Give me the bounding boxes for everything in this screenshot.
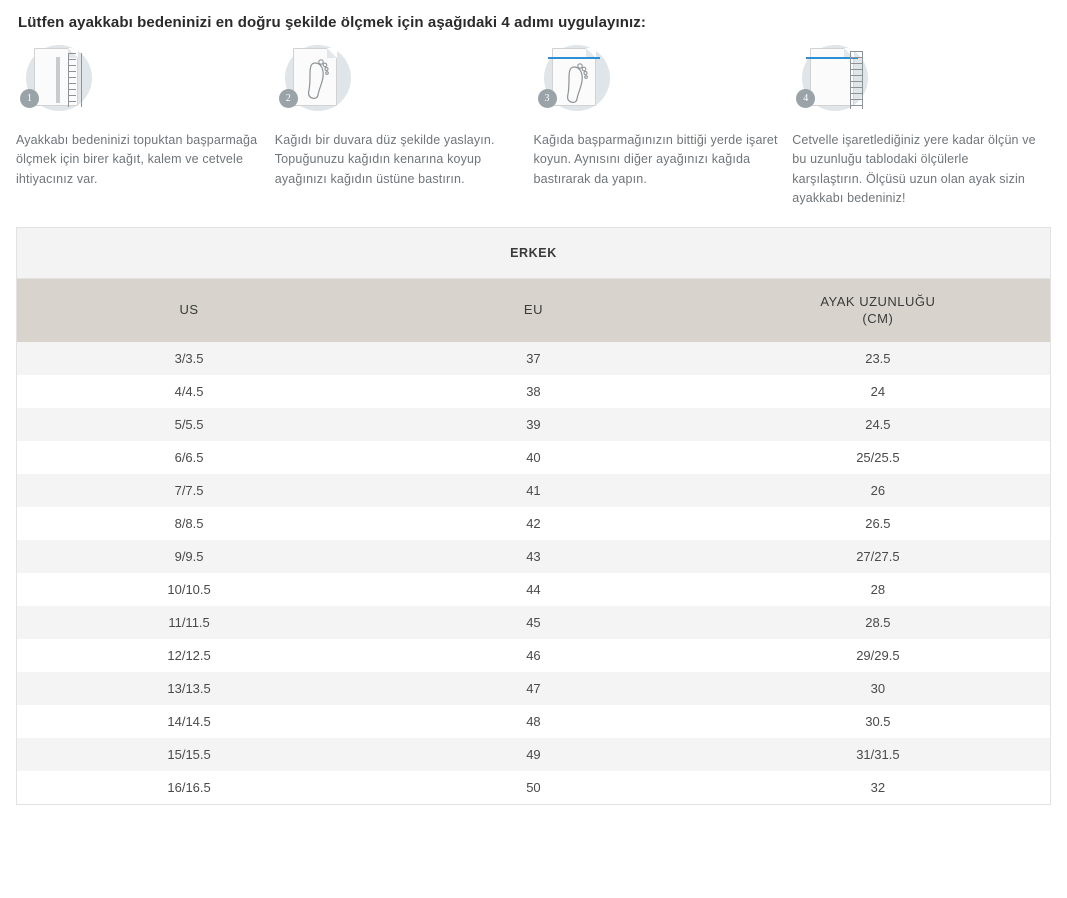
cell-eu: 37 — [526, 350, 541, 366]
cell-us: 8/8.5 — [174, 515, 204, 531]
cell-eu: 49 — [526, 746, 541, 762]
table-row — [17, 342, 1051, 375]
cell-eu: 40 — [526, 449, 541, 465]
cell-foot-length: 24 — [870, 383, 886, 399]
foot-icon — [560, 61, 590, 105]
cell-eu: 44 — [526, 581, 541, 597]
step-4 — [792, 45, 1051, 209]
pencil-icon — [56, 57, 60, 103]
step-4-text: Cetvelle işaretlediğiniz yere kadar ölçün ve bu uzunluğu tablodaki ölçülerle karşılaştırın. Ölçüsü uzun olan ayak sizin ayakkabı bedeniniz! — [792, 133, 1036, 206]
table-row — [17, 375, 1051, 408]
table-row — [17, 738, 1051, 771]
cell-us: 9/9.5 — [174, 548, 204, 564]
step-number-badge: 4 — [796, 89, 815, 108]
ruler-icon — [68, 53, 82, 107]
cell-foot-length: 30 — [870, 680, 886, 696]
cell-foot-length: 28.5 — [865, 614, 891, 630]
step-3-text: Kağıda başparmağınızın bittiği yerde işaret koyun. Aynısını diğer ayağınızı kağıda bastırarak da yapın. — [533, 133, 778, 186]
ruler-icon — [850, 51, 863, 109]
step-3 — [534, 45, 793, 209]
steps-row — [16, 45, 1051, 209]
table-header-row — [17, 278, 1051, 342]
step-2-text: Kağıdı bir duvara düz şekilde yaslayın. Topuğunuzu kağıdın kenarına koyup ayağınızı kağıdın üstüne bastırın. — [274, 133, 495, 186]
table-row — [17, 606, 1051, 639]
cell-us: 10/10.5 — [167, 581, 211, 597]
cell-eu: 46 — [526, 647, 541, 663]
cell-foot-length: 29/29.5 — [856, 647, 900, 663]
cell-foot-length: 26.5 — [865, 515, 891, 531]
mark-line-icon — [548, 57, 600, 59]
step-number-badge: 1 — [20, 89, 39, 108]
cell-foot-length: 23.5 — [865, 350, 891, 366]
column-header-foot-length-line2: (CM) — [862, 311, 894, 327]
table-row — [17, 639, 1051, 672]
cell-foot-length: 25/25.5 — [856, 449, 900, 465]
table-group-row — [17, 227, 1051, 278]
cell-foot-length: 28 — [870, 581, 886, 597]
cell-eu: 48 — [526, 713, 541, 729]
column-header-foot-length — [706, 278, 1051, 342]
cell-eu: 50 — [526, 779, 541, 795]
cell-us: 4/4.5 — [174, 383, 204, 399]
step-number-badge: 2 — [279, 89, 298, 108]
cell-us: 14/14.5 — [167, 713, 211, 729]
page-title: Lütfen ayakkabı bedeninizi en doğru şekilde ölçmek için aşağıdaki 4 adımı uygulayınız: — [18, 14, 646, 31]
step-2 — [275, 45, 534, 209]
step-1-text: Ayakkabı bedeninizi topuktan başparmağa ölçmek için birer kağıt, kalem ve cetvele ihtiyacınız var. — [16, 133, 258, 186]
cell-foot-length: 31/31.5 — [856, 746, 900, 762]
column-header-eu: EU — [361, 278, 706, 342]
table-row — [17, 507, 1051, 540]
cell-us: 13/13.5 — [167, 680, 211, 696]
foot-icon — [301, 57, 331, 101]
table-row — [17, 573, 1051, 606]
cell-us: 6/6.5 — [174, 449, 204, 465]
step-number-badge: 3 — [538, 89, 557, 108]
step-3-illustration — [534, 45, 779, 117]
table-row — [17, 441, 1051, 474]
cell-us: 11/11.5 — [168, 614, 210, 630]
step-2-illustration — [275, 45, 520, 117]
cell-eu: 42 — [526, 515, 541, 531]
table-head — [17, 227, 1051, 342]
cell-us: 3/3.5 — [174, 350, 204, 366]
cell-eu: 47 — [526, 680, 541, 696]
cell-eu: 38 — [526, 383, 541, 399]
table-row — [17, 474, 1051, 507]
table-row — [17, 705, 1051, 738]
cell-eu: 45 — [526, 614, 541, 630]
step-1-illustration — [16, 45, 261, 117]
cell-foot-length: 32 — [870, 779, 886, 795]
size-chart-table — [16, 227, 1051, 805]
table-row — [17, 771, 1051, 805]
step-1 — [16, 45, 275, 209]
cell-foot-length: 30.5 — [865, 713, 891, 729]
cell-foot-length: 24.5 — [865, 416, 891, 432]
cell-us: 16/16.5 — [167, 779, 211, 795]
table-group-title: ERKEK — [17, 227, 1051, 278]
cell-us: 12/12.5 — [167, 647, 211, 663]
step-4-illustration — [792, 45, 1037, 117]
cell-eu: 39 — [526, 416, 541, 432]
column-header-foot-length-line1: AYAK UZUNLUĞU — [820, 293, 936, 309]
table-row — [17, 540, 1051, 573]
cell-foot-length: 27/27.5 — [856, 548, 900, 564]
table-body — [17, 342, 1051, 805]
cell-eu: 43 — [526, 548, 541, 564]
cell-foot-length: 26 — [870, 482, 886, 498]
table-row — [17, 672, 1051, 705]
column-header-us: US — [17, 278, 362, 342]
cell-eu: 41 — [526, 482, 541, 498]
table-row — [17, 408, 1051, 441]
cell-us: 15/15.5 — [167, 746, 211, 762]
cell-us: 5/5.5 — [174, 416, 204, 432]
cell-us: 7/7.5 — [174, 482, 204, 498]
